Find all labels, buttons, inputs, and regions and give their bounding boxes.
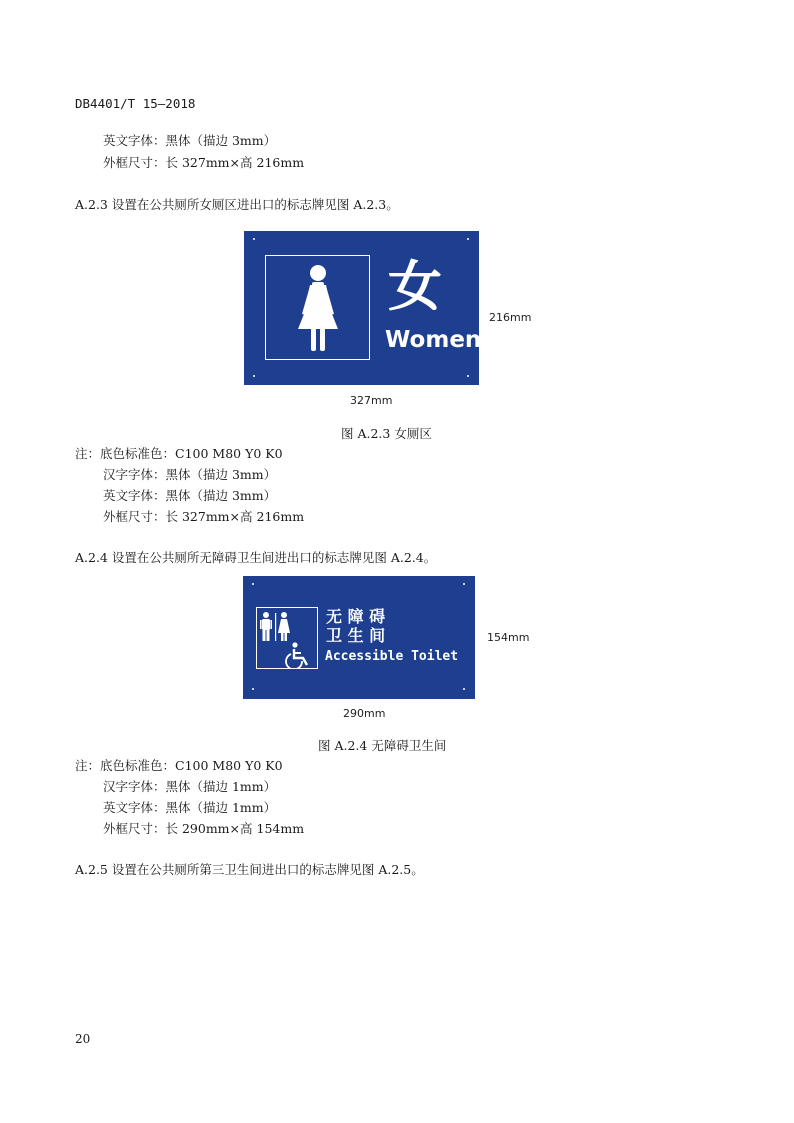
page-number: 20	[75, 1032, 91, 1046]
mount-hole	[463, 583, 465, 585]
note-line: 外框尺寸：长 290mm×高 154mm	[103, 821, 305, 836]
mount-hole	[253, 238, 255, 240]
sign-chinese-line1: 无 障 碍	[326, 607, 386, 626]
accessible-toilet-icon	[257, 608, 317, 668]
woman-icon	[266, 256, 369, 359]
note-frame-size: 外框尺寸：长 327mm×高 216mm	[103, 155, 305, 170]
note-line: 英文字体：黑体（描边 3mm）	[103, 488, 277, 503]
figure-caption-a23: 图 A.2.3 女厕区	[341, 426, 432, 441]
mount-hole	[467, 375, 469, 377]
mount-hole	[253, 375, 255, 377]
figure-caption-a24: 图 A.2.4 无障碍卫生间	[318, 738, 447, 753]
section-heading-a25: A.2.5 设置在公共厕所第三卫生间进出口的标志牌见图 A.2.5。	[75, 862, 424, 877]
pictogram-frame	[256, 607, 318, 669]
accessible-toilet-sign	[243, 576, 475, 699]
section-heading-a24: A.2.4 设置在公共厕所无障碍卫生间进出口的标志牌见图 A.2.4。	[75, 550, 437, 565]
note-line: 注：底色标准色：C100 M80 Y0 K0	[75, 758, 283, 773]
sign-chinese-line2: 卫 生 间	[326, 626, 386, 645]
sign-english-text: Accessible Toilet	[325, 649, 459, 664]
section-heading-a23: A.2.3 设置在公共厕所女厕区进出口的标志牌见图 A.2.3。	[75, 197, 399, 212]
note-en-font: 英文字体：黑体（描边 3mm）	[103, 133, 277, 148]
women-sign	[244, 231, 482, 385]
mount-hole	[252, 688, 254, 690]
dimension-height-label: 154mm	[487, 631, 530, 644]
mount-hole	[467, 238, 469, 240]
note-line: 汉字字体：黑体（描边 3mm）	[103, 467, 277, 482]
sign-english-text: Women	[385, 327, 482, 353]
dimension-width-label: 290mm	[343, 707, 386, 720]
note-line: 注：底色标准色：C100 M80 Y0 K0	[75, 446, 283, 461]
pictogram-frame	[265, 255, 370, 360]
dimension-width-label: 327mm	[350, 394, 393, 407]
mount-hole	[463, 688, 465, 690]
document-code: DB4401/T 15—2018	[75, 96, 196, 111]
dimension-height-label: 216mm	[489, 311, 532, 324]
mount-hole	[252, 583, 254, 585]
note-line: 汉字字体：黑体（描边 1mm）	[103, 779, 277, 794]
sign-chinese-text: 女	[388, 255, 442, 318]
note-line: 英文字体：黑体（描边 1mm）	[103, 800, 277, 815]
note-line: 外框尺寸：长 327mm×高 216mm	[103, 509, 305, 524]
